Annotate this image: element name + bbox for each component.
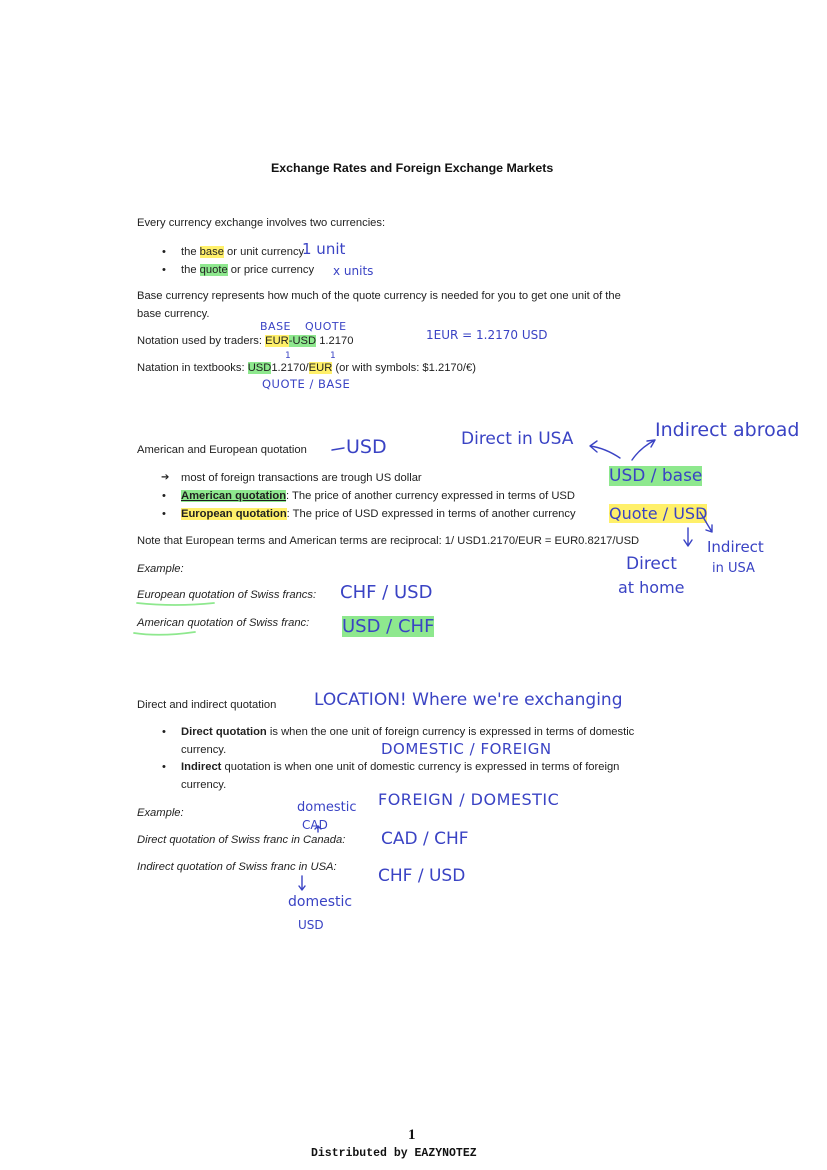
hw-foreign-domestic: FOREIGN / DOMESTIC xyxy=(378,790,560,809)
hw-quote-label: QUOTE xyxy=(305,320,347,333)
page-number: 1 xyxy=(408,1127,416,1143)
example-label-2: Example: xyxy=(137,807,184,819)
traders-pair: EUR-USD xyxy=(265,335,317,347)
bullet-quote: • the quote or price currency xyxy=(181,264,314,276)
textbook-usd: USD xyxy=(247,362,272,374)
hw-usd-note: USD xyxy=(346,436,387,458)
dash-before-usd xyxy=(332,448,344,450)
hw-direct-label: Direct xyxy=(626,554,677,574)
hw-usd-base: USD / base xyxy=(609,466,703,486)
hw-mark-2: 1 xyxy=(330,351,336,361)
american-swiss-example: American quotation of Swiss franc: xyxy=(137,617,310,629)
arrow-note-usd: ➔ most of foreign transactions are trough US dollar xyxy=(181,472,422,484)
bullet-american-quotation: • American quotation: The price of another currency expressed in terms of USD xyxy=(181,490,575,502)
section-american-european: American and European quotation xyxy=(137,444,307,456)
base-definition-line2: base currency. xyxy=(137,308,210,320)
textbook-eur: EUR xyxy=(308,362,333,374)
hw-domestic-usd-1: domestic xyxy=(288,894,353,910)
usd-down-arrow xyxy=(299,876,305,890)
hw-indirect-abroad: Indirect abroad xyxy=(655,419,800,441)
hw-quote-base: QUOTE / BASE xyxy=(262,377,351,391)
highlight-quote: quote xyxy=(199,264,228,276)
indirect-quotation-cont: currency. xyxy=(181,779,227,791)
hw-chf-usd: CHF / USD xyxy=(340,582,433,603)
bullet-base: • the base or unit currency xyxy=(181,246,304,258)
hw-in-usa-label: in USA xyxy=(712,561,755,576)
arrow-to-direct-usa xyxy=(590,441,620,458)
direct-swiss-canada: Direct quotation of Swiss franc in Canada: xyxy=(137,834,346,846)
hw-domestic-cad-2: CAD xyxy=(302,818,328,832)
hw-at-home-label: at home xyxy=(618,578,685,597)
section-direct-indirect: Direct and indirect quotation xyxy=(137,699,277,711)
bullet-european-quotation: • European quotation: The price of USD expressed in terms of another currency xyxy=(181,508,576,520)
hw-indirect-label: Indirect xyxy=(707,538,764,556)
textbook-notation: Natation in textbooks: USD1.2170/EUR (or with symbols: $1.2170/€) xyxy=(137,362,476,374)
hw-base-label: BASE xyxy=(260,320,292,333)
highlight-base: base xyxy=(199,246,224,258)
american-quotation-label: American quotation xyxy=(181,490,287,502)
european-swiss-example: European quotation of Swiss francs: xyxy=(137,589,317,601)
hw-usd-chf: USD / CHF xyxy=(342,616,435,637)
hw-mark-1: 1 xyxy=(285,351,291,361)
hw-eur-equals: 1EUR = 1.2170 USD xyxy=(426,328,548,342)
arrow-to-indirect-abroad xyxy=(632,440,655,460)
hw-domestic-foreign: DOMESTIC / FOREIGN xyxy=(381,740,552,758)
base-definition-line1: Base currency represents how much of the quote currency is needed for you to get one unit of the xyxy=(137,290,621,302)
hw-cad-chf: CAD / CHF xyxy=(381,829,469,849)
bullet-indirect-quotation: • Indirect quotation is when one unit of domestic currency is expressed in terms of foreign xyxy=(181,761,619,773)
european-quotation-label: European quotation xyxy=(181,508,287,520)
traders-notation: Notation used by traders: EUR-USD 1.2170 xyxy=(137,335,354,347)
cad-up-arrow xyxy=(315,826,321,832)
european-underline xyxy=(137,603,214,605)
hw-chf-usd-2: CHF / USD xyxy=(378,866,466,886)
hw-direct-in-usa: Direct in USA xyxy=(461,429,574,449)
indirect-swiss-usa: Indirect quotation of Swiss franc in USA: xyxy=(137,861,337,873)
hw-one-unit: 1 unit xyxy=(302,240,346,258)
hw-domestic-cad-1: domestic xyxy=(297,800,357,815)
arrow-down-to-direct xyxy=(684,528,692,546)
american-underline xyxy=(134,632,195,635)
reciprocal-note: Note that European terms and American terms are reciprocal: 1/ USD1.2170/EUR = EUR0.8217/USD xyxy=(137,535,640,547)
bullet-direct-quotation: • Direct quotation is when the one unit of foreign currency is expressed in terms of domestic xyxy=(181,726,634,738)
page-title: Exchange Rates and Foreign Exchange Markets xyxy=(271,161,554,175)
example-label-1: Example: xyxy=(137,563,184,575)
distributed-by: Distributed by EAZYNOTEZ xyxy=(311,1147,477,1160)
direct-quotation-cont: currency. xyxy=(181,744,227,756)
hw-domestic-usd-2: USD xyxy=(298,918,324,932)
intro-text: Every currency exchange involves two currencies: xyxy=(137,217,386,229)
hw-location: LOCATION! Where we're exchanging xyxy=(314,690,623,710)
hw-x-units: x units xyxy=(333,264,374,278)
arrow-to-indirect-usa xyxy=(700,512,712,532)
hw-quote-usd: Quote / USD xyxy=(609,504,708,523)
